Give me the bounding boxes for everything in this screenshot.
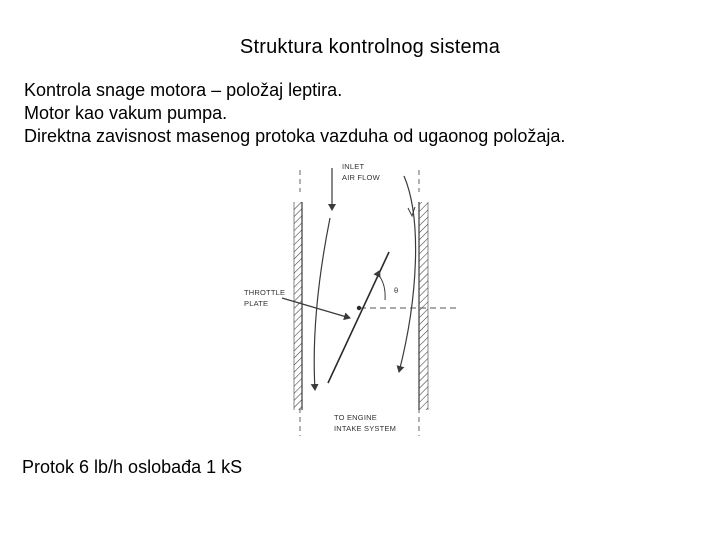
throttle-body-diagram (232, 158, 480, 442)
angle-arc (380, 277, 385, 300)
throttle-pivot (357, 306, 361, 310)
centerline-dashes (300, 170, 419, 436)
throttle-label-line2: PLATE (244, 299, 269, 308)
engine-label-line2: INTAKE SYSTEM (334, 424, 397, 433)
throttle-label-line1: THROTTLE (244, 288, 286, 297)
engine-label-line1: TO ENGINE (334, 413, 377, 422)
throttle-plate (328, 252, 389, 383)
body-line-vacuum-pump: Motor kao vakum pumpa. (24, 103, 228, 123)
body-line-mass-flow: Direktna zavisnost masenog protoka vazduha od ugaonog položaja. (24, 126, 566, 146)
slide-title: Struktura kontrolnog sistema (239, 36, 501, 58)
angle-symbol: θ (394, 286, 399, 295)
footer-note: Protok 6 lb/h oslobađa 1 kS (22, 457, 243, 477)
right-wall (419, 202, 428, 410)
right-flow-arrow (399, 176, 416, 372)
body-text (24, 79, 565, 148)
body-line-engine-power: Kontrola snage motora – položaj leptira. (24, 80, 343, 100)
inlet-label-line2: AIR FLOW (342, 173, 380, 182)
left-wall (294, 202, 302, 410)
left-flow-arrow (314, 218, 330, 390)
inlet-label-line1: INLET (342, 162, 365, 171)
